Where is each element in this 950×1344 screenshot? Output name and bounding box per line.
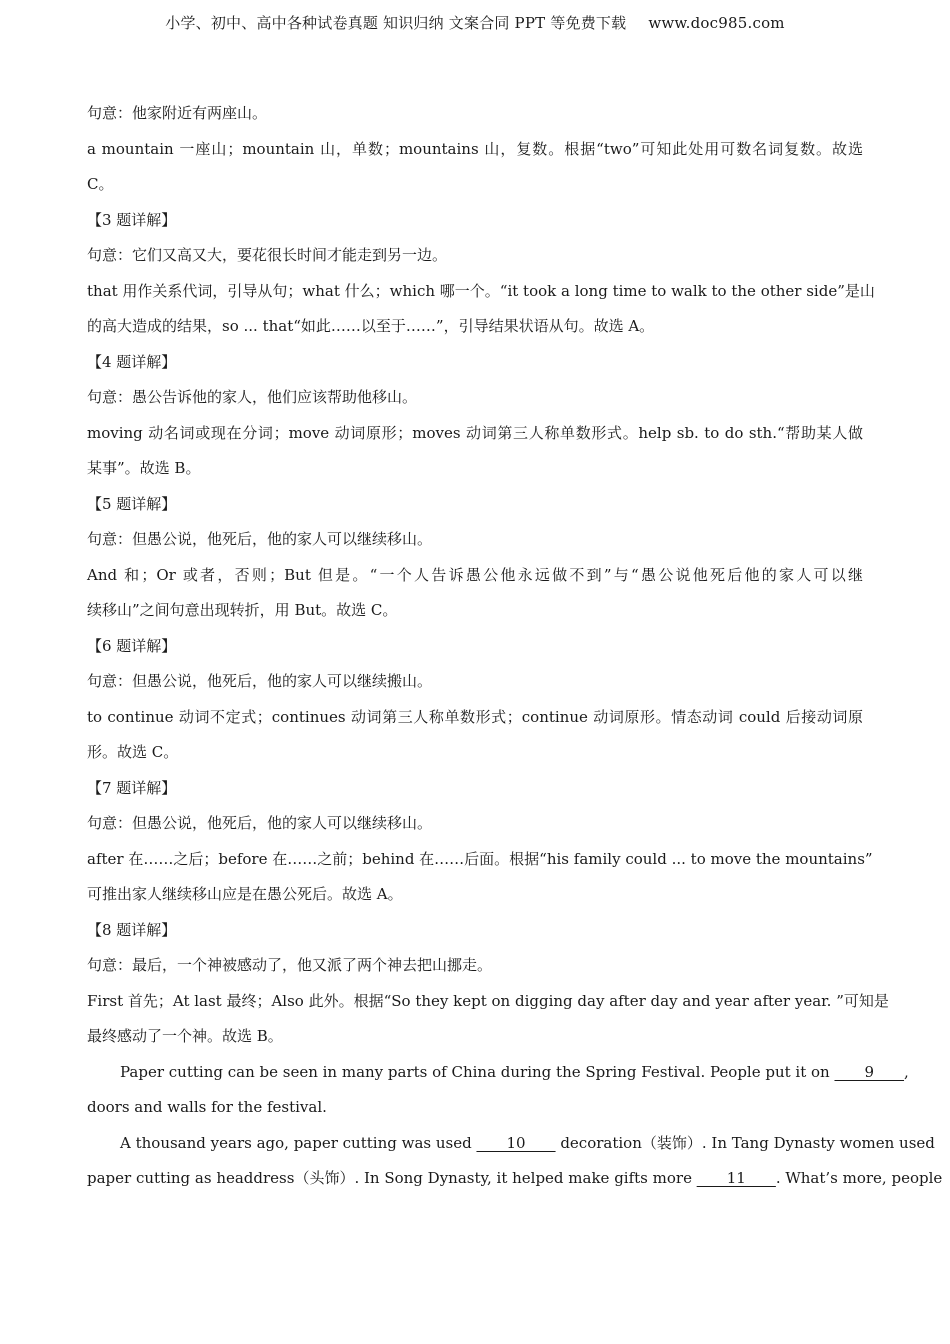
text-line: to continue 动词不定式；continues 动词第三人称单数形式；continue 动词原形。情态动词 could 后接动词原 xyxy=(87,707,863,726)
text-line: 句意：最后，一个神被感动了，他又派了两个神去把山挪走。 xyxy=(87,956,493,974)
passage-text: A thousand years ago, paper cutting was used xyxy=(120,1133,477,1152)
passage-line xyxy=(87,1161,943,1197)
passage-text: Paper cutting can be seen in many parts of China during the Spring Festival. People put it on xyxy=(120,1062,835,1081)
blank-11: ____11____ xyxy=(696,1169,776,1187)
text-line: And 和；Or 或者，否则；But 但是。“一个人告诉愚公他永远做不到”与“愚公说他死后他的家人可以继 xyxy=(87,565,863,584)
passage-text: paper cutting as headdress（头饰）. In Song Dynasty, it helped make gifts more xyxy=(87,1169,697,1187)
section-heading: 【5 题详解】 xyxy=(87,494,177,513)
text-line: 句意：但愚公说，他死后，他的家人可以继续移山。 xyxy=(87,814,433,832)
section-heading: 【3 题详解】 xyxy=(87,210,177,229)
text-line: 句意：但愚公说，他死后，他的家人可以继续移山。 xyxy=(87,530,433,548)
text-line: 句意：它们又高又大，要花很长时间才能走到另一边。 xyxy=(87,246,448,264)
text-line: moving 动名词或现在分词；move 动词原形；moves 动词第三人称单数形式。help sb. to do sth.“帮助某人做 xyxy=(87,423,863,442)
text-line: 形。故选 C。 xyxy=(87,743,179,761)
passage-text: decoration（装饰）. In Tang Dynasty women used xyxy=(555,1133,935,1152)
passage-line xyxy=(87,1126,935,1162)
passage-text: . What’s more, people xyxy=(775,1169,943,1187)
text-line: 句意：愚公告诉他的家人，他们应该帮助他移山。 xyxy=(87,388,418,406)
text-line: 最终感动了一个神。故选 B。 xyxy=(87,1027,283,1045)
section-heading: 【4 题详解】 xyxy=(87,352,177,371)
text-line: that 用作关系代词，引导从句；what 什么；which 哪一个。“it took a long time to walk to the other side”是山 xyxy=(87,281,875,300)
text-line: a mountain 一座山；mountain 山，单数；mountains 山，复数。根据“two”可知此处用可数名词复数。故选 xyxy=(87,139,863,158)
header-text: 小学、初中、高中各种试卷真题 知识归纳 文案合同 PPT 等免费下载 xyxy=(165,14,627,32)
text-line: 句意：他家附近有两座山。 xyxy=(87,104,268,122)
document-body xyxy=(87,96,943,1197)
text-line: First 首先；At last 最终；Also 此外。根据“So they kept on digging day after day and year after year. ”可知是 xyxy=(87,991,889,1010)
section-heading: 【6 题详解】 xyxy=(87,636,177,655)
section-heading: 【7 题详解】 xyxy=(87,778,177,797)
text-line: 续移山”之间句意出现转折，用 But。故选 C。 xyxy=(87,601,398,619)
passage-line: doors and walls for the festival. xyxy=(87,1098,327,1116)
text-line: 句意：但愚公说，他死后，他的家人可以继续搬山。 xyxy=(87,672,433,690)
text-line: 的高大造成的结果，so ... that“如此……以至于……”，引导结果状语从句。故选 A。 xyxy=(87,317,655,335)
text-line: 某事”。故选 B。 xyxy=(87,459,201,477)
header-url[interactable]: www.doc985.com xyxy=(648,14,785,32)
blank-10: ____10____ xyxy=(476,1133,556,1152)
text-line: after 在……之后；before 在……之前；behind 在……后面。根据“his family could ... to move the mountains” xyxy=(87,849,873,868)
section-heading: 【8 题详解】 xyxy=(87,920,177,939)
passage-line xyxy=(87,1055,909,1091)
passage-text: , xyxy=(904,1062,909,1081)
blank-9: ____9____ xyxy=(834,1062,905,1081)
text-line: 可推出家人继续移山应是在愚公死后。故选 A。 xyxy=(87,885,403,903)
page-header xyxy=(0,12,950,33)
text-line: C。 xyxy=(87,175,114,193)
